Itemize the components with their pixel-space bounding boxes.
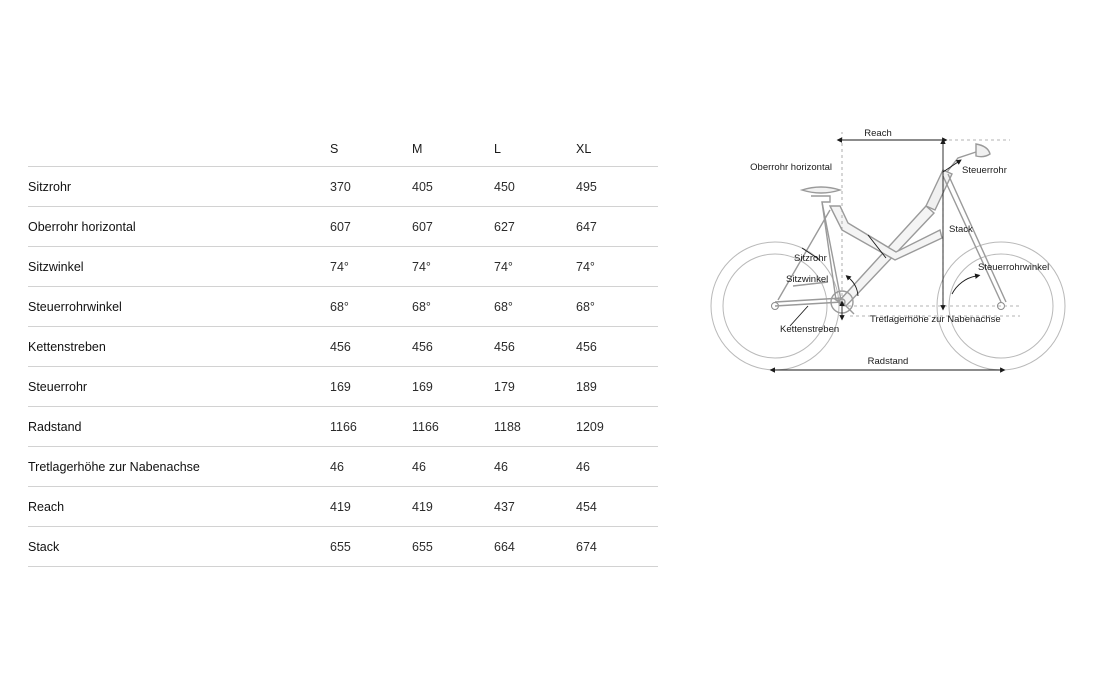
- row-label-kettenstreben: Kettenstreben: [28, 339, 106, 354]
- cell-sitzwinkel-l: 74°: [494, 259, 513, 274]
- cell-radstand-m: 1166: [412, 419, 439, 434]
- cell-radstand-l: 1188: [494, 419, 521, 434]
- cell-tretlagerhoehe-s: 46: [330, 459, 344, 474]
- cell-sitzrohr-s: 370: [330, 179, 351, 194]
- cell-steuerrohrwinkel-m: 68°: [412, 299, 431, 314]
- steuerrohr-leader: [943, 162, 958, 172]
- table-row: [28, 167, 658, 207]
- row-label-oberrohr-horizontal: Oberrohr horizontal: [28, 219, 136, 234]
- table-row: [28, 407, 658, 447]
- table-row: [28, 287, 658, 327]
- row-label-steuerrohrwinkel: Steuerrohrwinkel: [28, 299, 122, 314]
- cell-steuerrohr-xl: 189: [576, 379, 597, 394]
- cell-reach-m: 419: [412, 499, 433, 514]
- row-label-steuerrohr: Steuerrohr: [28, 379, 88, 394]
- cell-tretlagerhoehe-xl: 46: [576, 459, 590, 474]
- geometry-table: [28, 132, 658, 567]
- cell-radstand-s: 1166: [330, 419, 357, 434]
- table-body: [28, 167, 658, 567]
- cell-kettenstreben-xl: 456: [576, 339, 597, 354]
- table-row: [28, 207, 658, 247]
- cell-sitzrohr-xl: 495: [576, 179, 597, 194]
- column-header-size-l: L: [494, 132, 576, 167]
- column-header-size-m: M: [412, 132, 494, 167]
- label-oberrohr-horizontal: Oberrohr horizontal: [750, 162, 832, 173]
- table-row: [28, 247, 658, 287]
- label-reach: Reach: [864, 128, 892, 139]
- label-radstand: Radstand: [867, 356, 909, 367]
- cell-sitzrohr-l: 450: [494, 179, 515, 194]
- steuerrohrwinkel-arc: [952, 276, 976, 294]
- cell-reach-xl: 454: [576, 499, 597, 514]
- cell-stack-xl: 674: [576, 539, 597, 554]
- table-row: [28, 487, 658, 527]
- cell-reach-s: 419: [330, 499, 351, 514]
- kettenstreben-leader: [790, 306, 808, 326]
- row-label-tretlagerhoehe: Tretlagerhöhe zur Nabenachse: [28, 459, 200, 474]
- cell-steuerrohr-s: 169: [330, 379, 351, 394]
- table-row: [28, 367, 658, 407]
- cell-steuerrohrwinkel-xl: 68°: [576, 299, 595, 314]
- table-header-row: [28, 132, 658, 167]
- table-header: [28, 132, 658, 167]
- cell-oberrohr-horizontal-xl: 647: [576, 219, 597, 234]
- label-stack: Stack: [949, 224, 973, 235]
- label-steuerrohr: Steuerrohr: [962, 165, 1007, 176]
- cell-tretlagerhoehe-l: 46: [494, 459, 508, 474]
- row-label-reach: Reach: [28, 499, 65, 514]
- cell-steuerrohrwinkel-l: 68°: [494, 299, 513, 314]
- cell-radstand-xl: 1209: [576, 419, 604, 434]
- row-label-sitzwinkel: Sitzwinkel: [28, 259, 84, 274]
- cell-oberrohr-horizontal-s: 607: [330, 219, 351, 234]
- bike-geometry-diagram: [690, 110, 1110, 400]
- cell-tretlagerhoehe-m: 46: [412, 459, 426, 474]
- cell-sitzrohr-m: 405: [412, 179, 433, 194]
- cell-sitzwinkel-s: 74°: [330, 259, 349, 274]
- cell-sitzwinkel-m: 74°: [412, 259, 431, 274]
- table-row: [28, 447, 658, 487]
- cell-reach-l: 437: [494, 499, 515, 514]
- cell-kettenstreben-s: 456: [330, 339, 351, 354]
- row-label-radstand: Radstand: [28, 419, 82, 434]
- cell-steuerrohr-m: 169: [412, 379, 433, 394]
- column-header-spec: [28, 132, 330, 167]
- cell-steuerrohrwinkel-s: 68°: [330, 299, 349, 314]
- column-header-size-s: S: [330, 132, 412, 167]
- label-sitzrohr: Sitzrohr: [794, 253, 827, 264]
- label-steuerrohrwinkel: Steuerrohrwinkel: [978, 262, 1050, 273]
- cell-stack-m: 655: [412, 539, 433, 554]
- cell-oberrohr-horizontal-l: 627: [494, 219, 515, 234]
- cell-sitzwinkel-xl: 74°: [576, 259, 595, 274]
- label-tretlagerhoehe: Tretlagerhöhe zur Nabenachse: [870, 314, 1001, 325]
- cell-stack-l: 664: [494, 539, 515, 554]
- cell-steuerrohr-l: 179: [494, 379, 515, 394]
- label-kettenstreben: Kettenstreben: [780, 324, 840, 335]
- cell-oberrohr-horizontal-m: 607: [412, 219, 433, 234]
- row-label-sitzrohr: Sitzrohr: [28, 179, 72, 194]
- diagram-guide-lines: [842, 132, 1020, 316]
- cell-kettenstreben-m: 456: [412, 339, 433, 354]
- column-header-size-xl: XL: [576, 132, 658, 167]
- cell-stack-s: 655: [330, 539, 351, 554]
- row-label-stack: Stack: [28, 539, 60, 554]
- table-row: [28, 327, 658, 367]
- table-row: [28, 527, 658, 567]
- label-sitzwinkel: Sitzwinkel: [786, 274, 829, 285]
- cell-kettenstreben-l: 456: [494, 339, 515, 354]
